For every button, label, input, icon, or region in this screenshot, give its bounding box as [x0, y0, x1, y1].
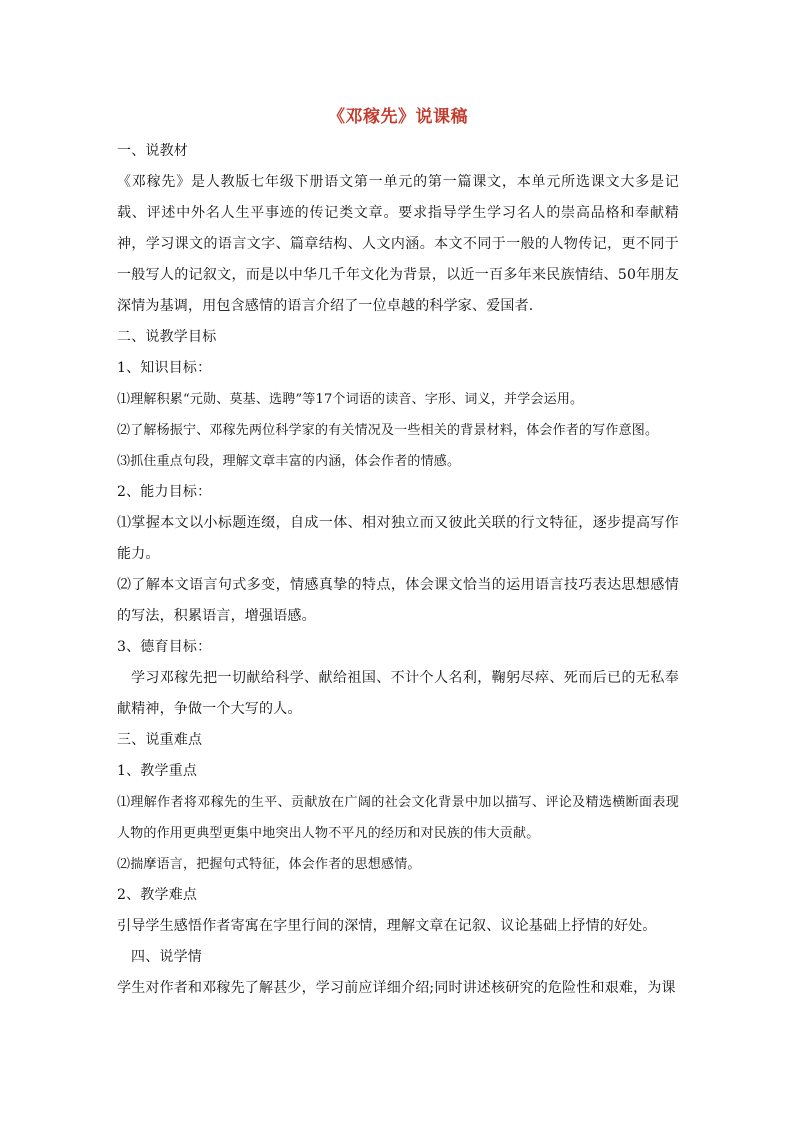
section-heading-key-points: 三、说重难点: [117, 732, 203, 748]
ability-objective-2: ⑵了解本文语言句式多变，情感真挚的特点，体会课文恰当的运用语言技巧表达思想感情的写法，积累语言，增强语感。: [117, 577, 679, 624]
knowledge-objective-1: ⑴理解积累“元勋、莫基、选聘”等17个词语的读音、字形、词义，并学会运用。: [117, 392, 584, 407]
teaching-focus-2: ⑵揣摩语言，把握句式特征，体会作者的思想感情。: [117, 857, 421, 872]
moral-objective-text: 学习邓稼先把一切献给科学、献给祖国、不计个人名利，鞠躬尽瘁、死而后已的无私奉献精神，争做一个大写的人。: [117, 670, 679, 717]
subheading-ability-objectives: 2、能力目标：: [117, 484, 212, 500]
document-page: [117, 100, 679, 1004]
teaching-difficulty-text: 引导学生感悟作者寄寓在字里行间的深情，理解文章在记叙、议论基础上抒情的好处。: [117, 918, 657, 934]
teaching-focus-1: ⑴理解作者将邓稼先的生平、贡献放在广阔的社会文化背景中加以描写、评论及精选横断面表现人物的作用更典型更集中地突出人物不平凡的经历和对民族的伟大贡献。: [117, 795, 679, 841]
ability-objective-1: ⑴掌握本文以小标题连缀，自成一体、相对独立而又彼此关联的行文特征，逐步提高写作能力。: [117, 515, 679, 562]
subheading-teaching-difficulty: 2、教学难点: [117, 887, 198, 903]
knowledge-objective-3: ⑶抓住重点句段，理解文章丰富的内涵，体会作者的情感。: [117, 454, 461, 469]
section-heading-learners: 四、说学情: [131, 949, 202, 965]
document-title: 《邓稼先》说课稿: [328, 107, 468, 127]
section-heading-objectives: 二、说教学目标: [117, 329, 217, 345]
learners-text: 学生对作者和邓稼先了解甚少，学习前应详细介绍;同时讲述核研究的危险性和艰难，为课: [117, 980, 676, 996]
subheading-teaching-focus: 1、教学重点: [117, 763, 198, 779]
knowledge-objective-2: ⑵了解杨振宁、邓稼先两位科学家的有关情况及一些相关的背景材料，体会作者的写作意图。: [117, 423, 659, 438]
section-heading-textbook: 一、说教材: [117, 143, 188, 159]
subheading-moral-objectives: 3、德育目标：: [117, 639, 212, 655]
paragraph-textbook-intro: 《邓稼先》是人教版七年级下册语文第一单元的第一篇课文，本单元所选课文大多是记载、评述中外名人生平事迹的传记类文章。要求指导学生学习名人的崇高品格和奉献精神，学习课文的语言文字、篇章结构、人文内涵。本文不同于一般的人物传记，更不同于一般写人的记叙文，而是以中华几千年文化为背景，以近一百多年来民族情结、50年朋友深情为基调，用包含感情的语言介绍了一位卓越的科学家、爱国者.: [117, 174, 679, 314]
subheading-knowledge-objectives: 1、知识目标：: [117, 360, 212, 376]
